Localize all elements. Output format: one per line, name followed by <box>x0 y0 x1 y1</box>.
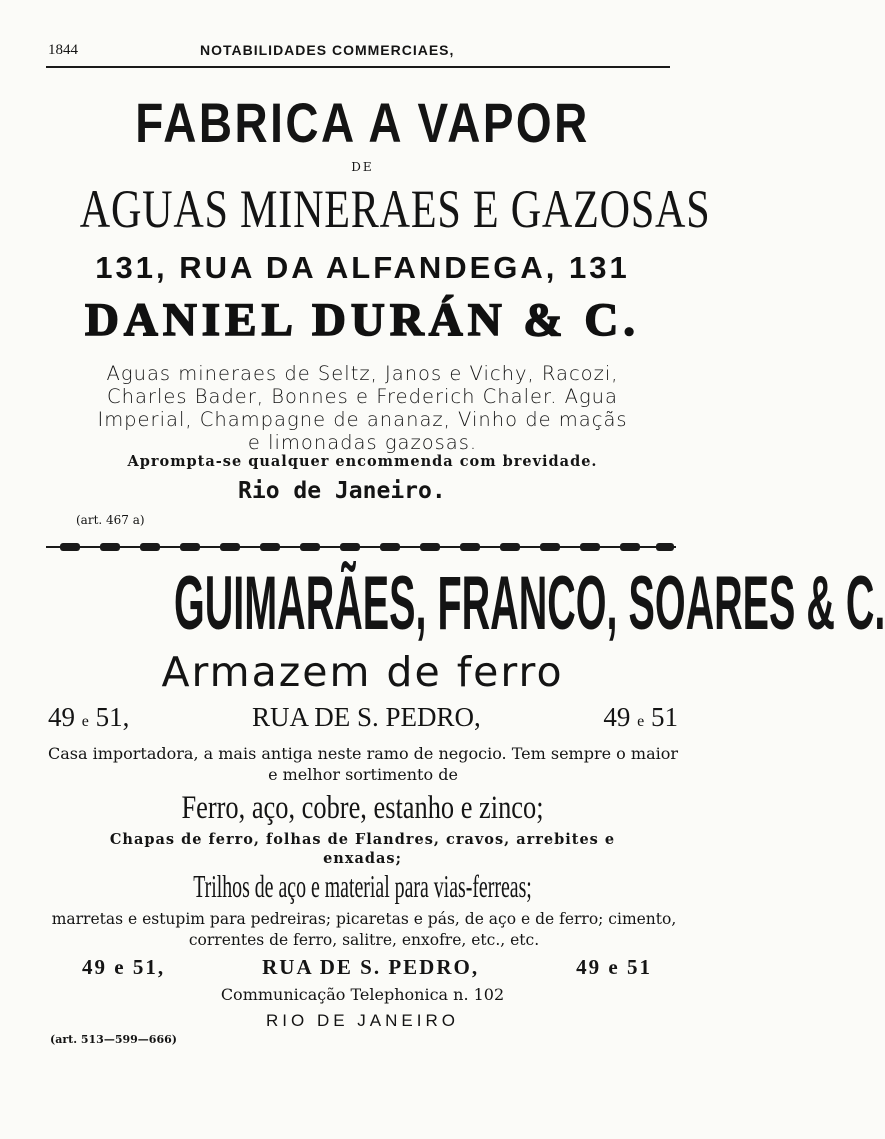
ad2-address-street: RUA DE S. PEDRO, <box>251 702 481 732</box>
ad2-tools-paragraph: marretas e estupim para pedreiras; picaretas e pás, de aço e de ferro; cimento, correntes de ferro, salitre, enxofre, etc., etc. <box>51 910 677 949</box>
ad2-address-right: 49 e 51 <box>603 702 678 732</box>
ad1-art-ref: (art. 467 a) <box>76 513 145 527</box>
running-title: NOTABILIDADES COMMERCIAES, <box>200 42 455 58</box>
ad1-desc-line: Charles Bader, Bonnes e Frederich Chaler. Agua <box>107 385 618 408</box>
ad2-address2-right: 49 e 51 <box>576 955 652 979</box>
ad2-address-bold <box>82 955 652 980</box>
ad1-description <box>0 362 725 454</box>
ornamental-divider <box>46 541 676 553</box>
ad1-desc-line: e limonadas gazosas. <box>247 431 478 454</box>
ad1-prompt: Apromptа-se qualquer encommenda com brevidade. <box>127 453 598 470</box>
ad1-desc-line: Imperial, Champagne de ananaz, Vinho de maçãs <box>97 408 628 431</box>
ad2-phone: Communicação Telephonica n. 102 <box>220 985 505 1004</box>
ad2-metals: Ferro, aço, cobre, estanho e zinco; <box>181 790 544 826</box>
ad1-desc-line: Aguas mineraes de Seltz, Janos e Vichy, Racozi, <box>106 362 619 385</box>
ad2-art-ref: (art. 513—599—666) <box>50 1033 177 1046</box>
ad1-title: FABRICA A VAPOR <box>135 91 590 154</box>
ad1-city: Rio de Janeiro. <box>238 478 446 504</box>
header-rule <box>46 66 670 68</box>
page-number: 1844 <box>48 42 78 58</box>
ad2-title: GUIMARÃES, FRANCO, SOARES & C. <box>174 561 885 646</box>
ad2-address <box>48 702 678 733</box>
ad2-subtitle: Armazem de ferro <box>161 648 564 696</box>
ad1-firm-name: DANIEL DURÁN & C. <box>84 294 641 346</box>
ad1-subtitle: AGUAS MINERAES E GAZOSAS <box>79 179 711 239</box>
ad2-address2-street: RUA DE S. PEDRO, <box>262 955 480 979</box>
ad2-city: RIO DE JANEIRO <box>266 1011 459 1030</box>
ad2-address-left: 49 e 51, <box>48 702 130 732</box>
ad1-de: DE <box>351 160 374 174</box>
ad2-chapas: Chapas de ferro, folhas de Flandres, cravos, arrebites e enxadas; <box>109 831 616 867</box>
ad1-address: 131, RUA DA ALFANDEGA, 131 <box>95 250 630 285</box>
ad2-rails: Trilhos de aço e material para vias-ferreas; <box>193 868 532 904</box>
ad2-intro-paragraph: Casa importadora, a mais antiga neste ramo de negocio. Tem sempre o maior e melhor sortimento de <box>47 744 678 784</box>
ad2-address2-left: 49 e 51, <box>82 955 166 979</box>
